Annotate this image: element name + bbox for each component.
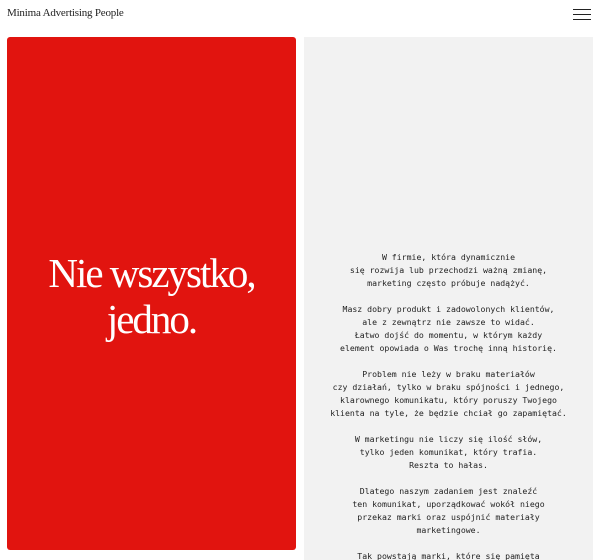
menu-bar: [573, 14, 591, 15]
headline-line: jedno.: [106, 296, 197, 342]
intro-line: W firmie, która dynamicznie: [381, 252, 516, 262]
site-header: [0, 0, 600, 30]
intro-line: Dlatego naszym zadaniem jest znaleźć: [359, 486, 538, 496]
intro-line: przekaz marki oraz uspójnić materiały: [357, 512, 540, 522]
menu-bar: [573, 9, 591, 10]
intro-line: ten komunikat, uporządkować wokół niego: [352, 499, 545, 509]
intro-line: marketing często próbuje nadążyć.: [367, 278, 530, 288]
intro-paragraph: [304, 368, 593, 420]
intro-line: tylko jeden komunikat, który trafia.: [359, 447, 538, 457]
site-logo[interactable]: Minima Advertising People: [7, 7, 124, 19]
intro-paragraph: [304, 550, 593, 560]
intro-line: Łatwo dojść do momentu, w którym każdy: [354, 330, 543, 340]
intro-line: Reszta to hałas.: [409, 460, 488, 470]
intro-text: [304, 251, 593, 560]
headline-line: Nie wszystko,: [48, 250, 255, 296]
intro-line: klarownego komunikatu, który poruszy Twojego: [340, 395, 557, 405]
hero-headline: [7, 250, 296, 342]
intro-paragraph: [304, 433, 593, 472]
intro-line: ale z zewnątrz nie zawsze to widać.: [362, 317, 535, 327]
intro-line: W marketingu nie liczy się ilość słów,: [354, 434, 543, 444]
intro-line: element opowiada o Was trochę inną historię.: [340, 343, 557, 353]
intro-paragraph: [304, 485, 593, 537]
intro-paragraph: [304, 303, 593, 355]
menu-bar: [573, 19, 591, 20]
intro-line: marketingowe.: [416, 525, 481, 535]
intro-panel: [304, 37, 593, 560]
intro-line: czy działań, tylko w braku spójności i jednego,: [332, 382, 565, 392]
intro-paragraph: [304, 251, 593, 290]
hero-panel: [7, 37, 296, 550]
intro-line: Tak powstają marki, które się pamięta: [357, 551, 540, 560]
intro-line: Masz dobry produkt i zadowolonych klientów,: [342, 304, 555, 314]
hamburger-menu-icon[interactable]: [571, 6, 593, 22]
intro-line: Problem nie leży w braku materiałów: [362, 369, 535, 379]
intro-line: się rozwija lub przechodzi ważną zmianę,: [349, 265, 548, 275]
intro-line: klienta na tyle, że będzie chciał go zapamiętać.: [330, 408, 567, 418]
